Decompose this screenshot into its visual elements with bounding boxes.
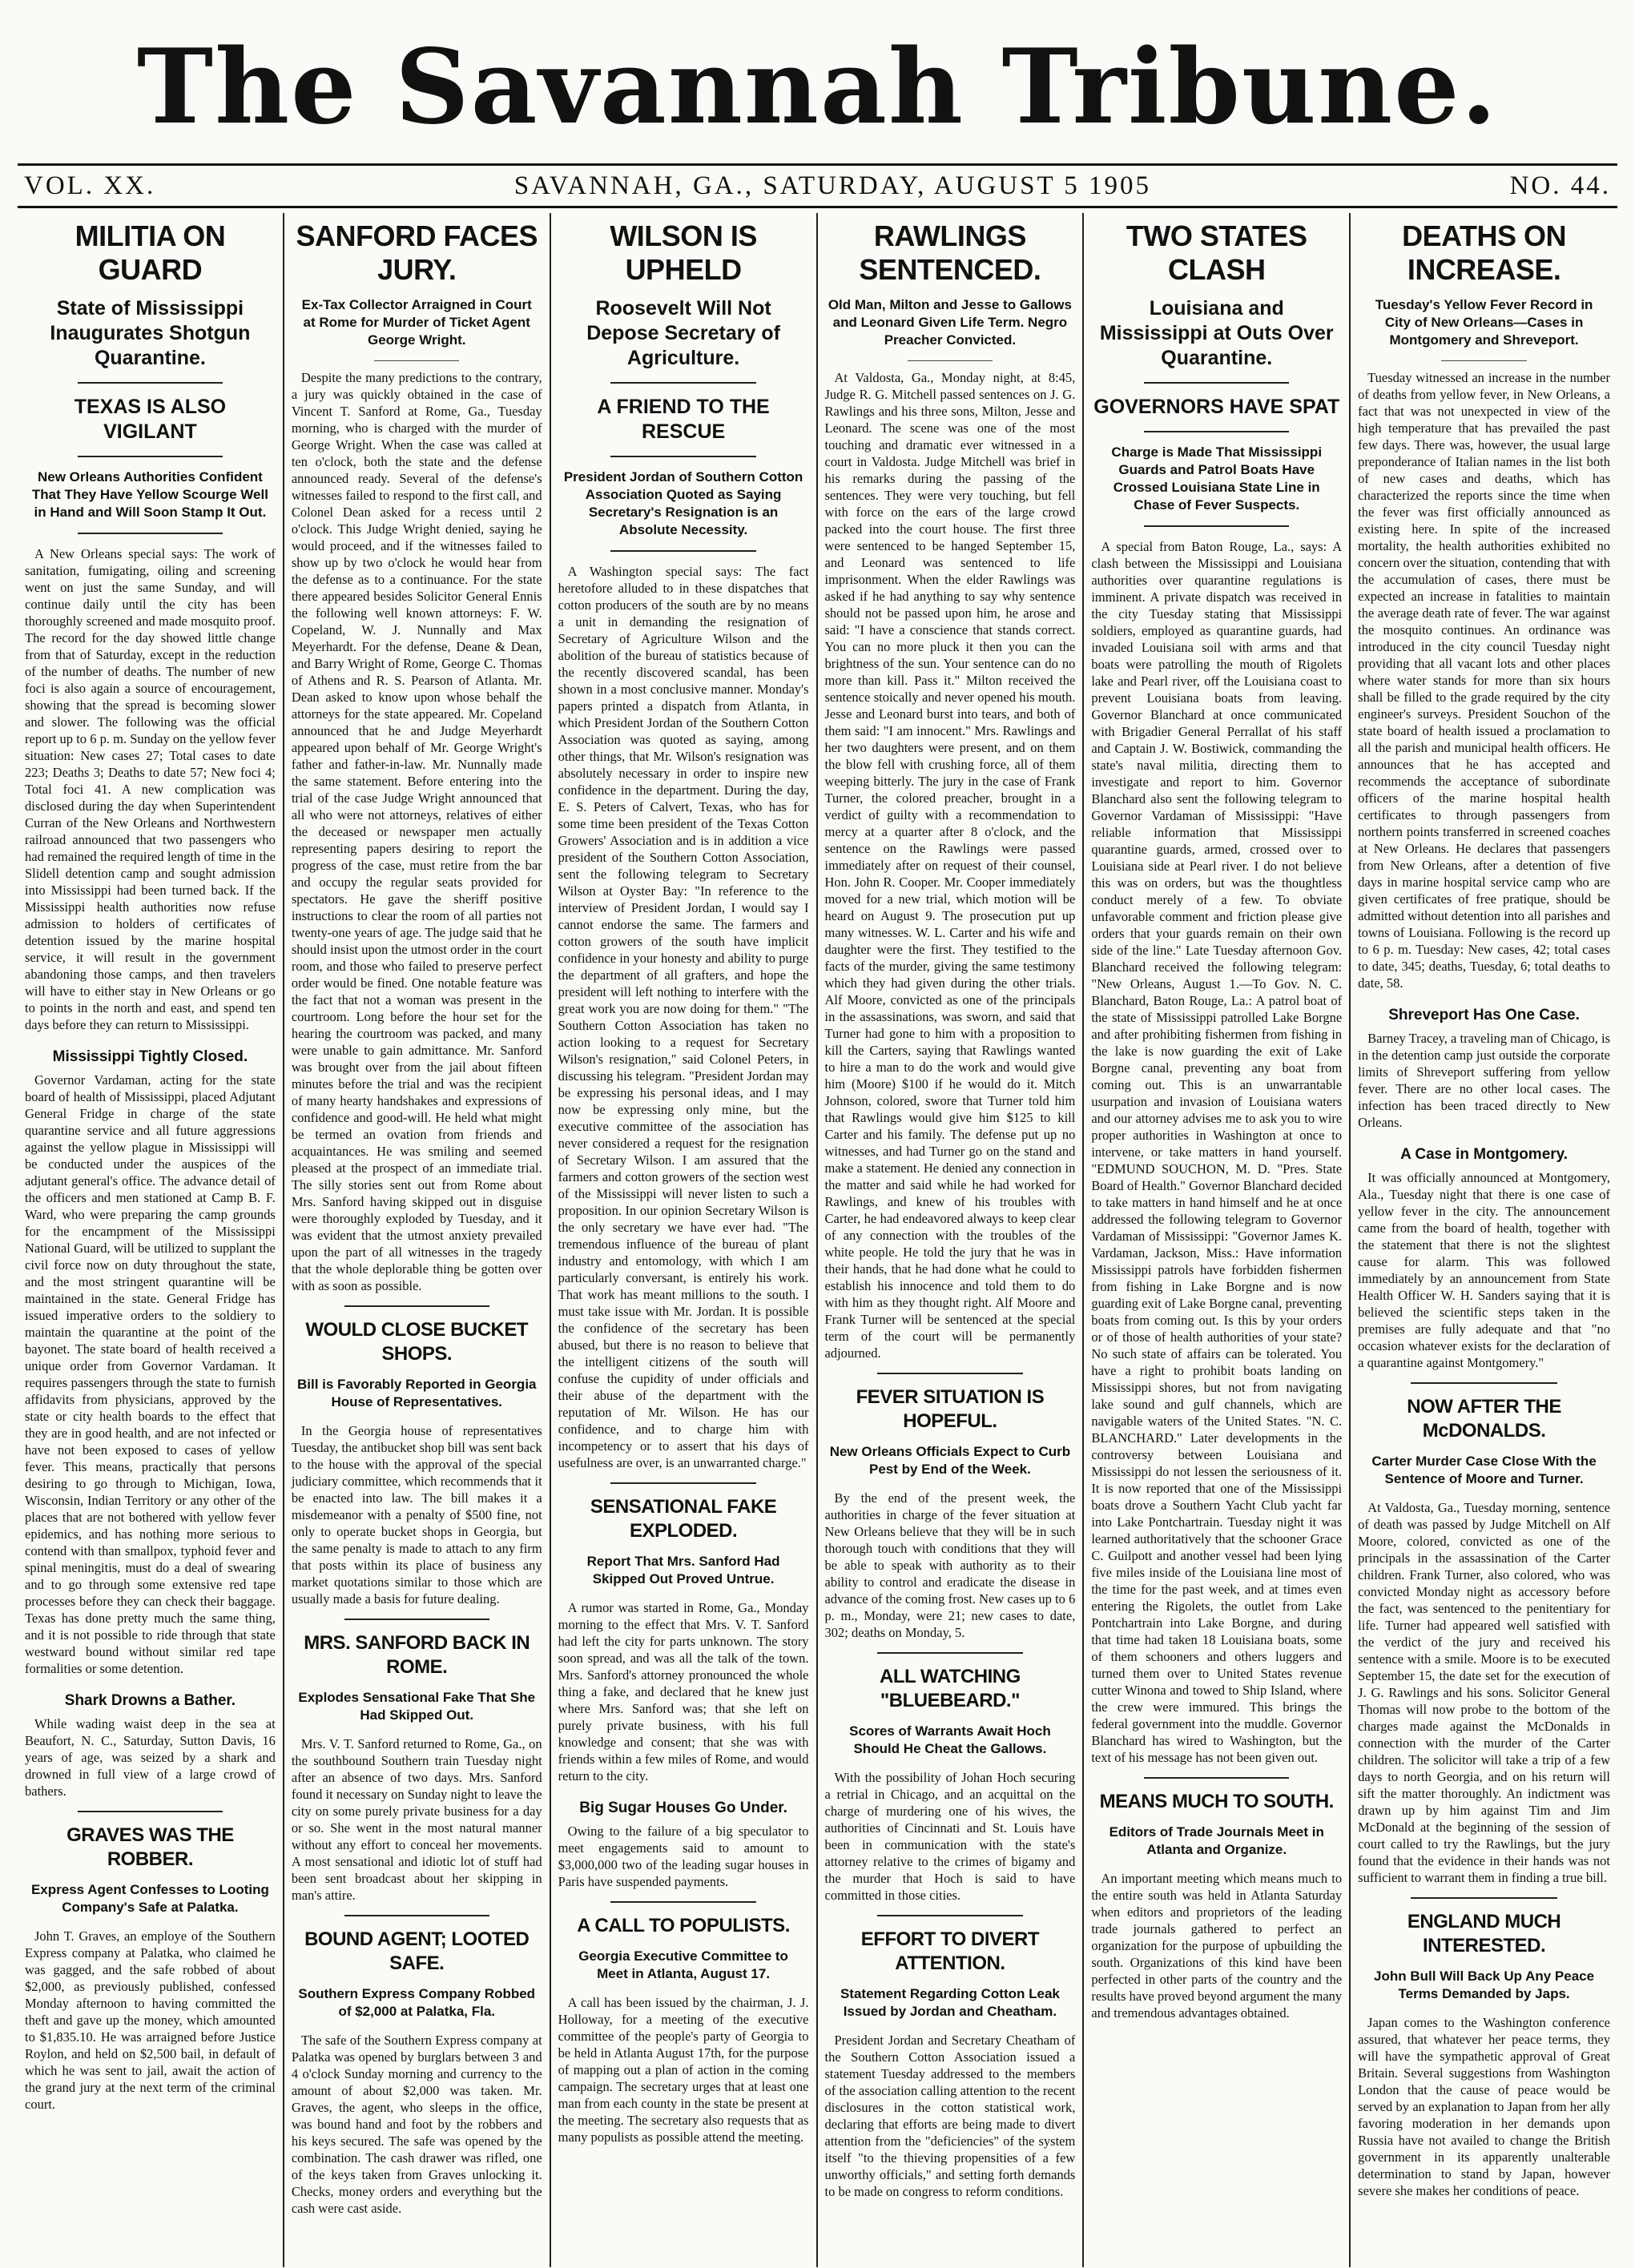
- headline: DEATHS ON INCREASE.: [1402, 219, 1566, 286]
- article-body: A call has been issued by the chairman, J. J. Holloway, for a meeting of the executive committee of the people's party of Georgia to be held in Atlanta August 17th, for the purpose of mapping out a plan of action in the coming campaign. The secretary urges that at least one man from each county in the state be present at the meeting. The secretary also requests that as many populists as possible attend the meeting.: [558, 1995, 809, 2145]
- divider: [610, 382, 755, 384]
- deck: Statement Regarding Cotton Leak Issued by Jordan and Cheatham.: [840, 1986, 1060, 2019]
- divider: [78, 382, 223, 384]
- article-body: While wading waist deep in the sea at Beaufort, N. C., Saturday, Sutton Davis, 16 years of age, was seized by a shark and drowned in full view of a large crowd of bathers.: [25, 1716, 276, 1799]
- divider: [344, 1915, 489, 1916]
- deck: New Orleans Officials Expect to Curb Pest by End of the Week.: [829, 1444, 1071, 1477]
- deck: Ex-Tax Collector Arraigned in Court at Rome for Murder of Ticket Agent George Wright.: [301, 297, 532, 348]
- headline: ALL WATCHING "BLUEBEARD.": [880, 1666, 1021, 1711]
- column-3: [551, 213, 818, 2267]
- article-body: In the Georgia house of representatives Tuesday, the antibucket shop bill was sent back to the house with the approval of the special judiciary committee, which recommends that it be enacted into law. The bill makes it a misdemeanor with a penalty of $500 fine, not only to operate bucket shops in Georgia, but the same penalty is made to attach to any firm that posts within its place of business any market quotations similar to those which are usually made a basis for future dealing.: [291, 1423, 542, 1606]
- article-body: By the end of the present week, the authorities in charge of the fever situation at New Orleans believe that they will be in such thorough touch with conditions that they will be able to speak with authority as to their ability to control and eradicate the disease in advance of the coming frost. New cases up to 6 p. m., Monday, were 21; new cases to date, 302; deaths on Monday, 5.: [824, 1490, 1076, 1640]
- headline: EFFORT TO DIVERT ATTENTION.: [860, 1928, 1040, 1974]
- deck: Explodes Sensational Fake That She Had Skipped Out.: [298, 1690, 536, 1723]
- divider: [1441, 360, 1527, 361]
- article-body: Barney Tracey, a traveling man of Chicago, is in the detention camp just outside the corporate limits of Shreveport suffering from yellow fever. There are no other local cases. The infection has been traced directly to New Orleans.: [1358, 1031, 1610, 1130]
- headline: ENGLAND MUCH INTERESTED.: [1407, 1911, 1561, 1956]
- article-body: Tuesday witnessed an increase in the number of deaths from yellow fever, in New Orleans, a fact that was not unexpected in view of the high temperature that has prevailed the past few days. There was, however, the usual large preponderance of Italian names in the list both of new cases and deaths, which has characterized the reports since the time when the fever was first officially announced as existing here. In spite of the increased mortality, the health authorities exhibited no concern over the situation, contending that with the accumulation of cases, there must be expected an increase in fatalities to maintain the average death rate of fever. The war against the mosquito continues. An ordinance was introduced in the city council Tuesday night providing that all vacant lots and other places where water stands for more than six hours shall be filled to the grade required by the city engineer's surveys. President Souchon of the state board of health issued a proclamation to all the parish and municipal health officers. He announces that he has accepted and recommends the acceptance of subordinate officers of the marine hospital health certificates to through passengers from northern points transferred in screened coaches at New Orleans. He declares that passengers from New Orleans, after a detention of five days in marine hospital service camp who are given certificates of free pratique, should be admitted without detention into all parishes and towns of Louisiana. Following is the record up to 6 p. m. Tuesday: New cases, 42; total cases to date, 345; deaths, Tuesday, 6; total deaths to date, 58.: [1358, 370, 1610, 991]
- subhead: Shreveport Has One Case.: [1388, 1007, 1580, 1023]
- article-body: A New Orleans special says: The work of sanitation, fumigating, oiling and screening went on just the same Sunday, and will continue daily until the city has been thoroughly screened and made mosquito proof. The record for the day showed little change from that of Saturday, except in the reduction of the number of deaths. The number of new foci is also again a source of encouragement, showing that the spread is becoming slower and slower. The following was the official report up to 6 p. m. Sunday on the yellow fever situation: New cases 27; Total cases to date 223; Deaths 3; Deaths to date 57; New foci 4; Total foci 41. A new complication was disclosed during the day when Superintendent Curran of the New Orleans and Northwestern railroad announced that two passengers who had remained the required length of time in the Slidell detention camp and sought admission into Mississippi had been turned back. If the Mississippi health authorities now refuse admission to holders of certificates of detention issued by the marine hospital service, it will result in the government abandoning those camps, and then travelers will have to either stay in New Orleans or go to points in the north and east, and spend ten days before they can return to Mississippi.: [25, 546, 276, 1032]
- divider: [1144, 525, 1289, 527]
- deck: Scores of Warrants Await Hoch Should He Cheat the Gallows.: [849, 1723, 1051, 1756]
- deck: Old Man, Milton and Jesse to Gallows and Leonard Given Life Term. Negro Preacher Convicted.: [828, 297, 1072, 348]
- divider: [78, 456, 223, 457]
- headline: SENSATIONAL FAKE EXPLODED.: [590, 1496, 777, 1542]
- deck: Editors of Trade Journals Meet in Atlanta and Organize.: [1109, 1824, 1324, 1857]
- deck: TEXAS IS ALSO VIGILANT: [74, 396, 227, 443]
- columns: [18, 213, 1617, 2267]
- deck: State of Mississippi Inaugurates Shotgun Quarantine.: [50, 297, 251, 369]
- headline: TWO STATES CLASH: [1126, 219, 1307, 286]
- column-5: [1084, 213, 1351, 2267]
- divider: [877, 1652, 1022, 1654]
- divider: [1411, 1382, 1557, 1384]
- headline: MILITIA ON GUARD: [75, 219, 226, 286]
- article-body: A special from Baton Rouge, La., says: A clash between the Mississippi and Louisiana authorities over quarantine regulations is imminent. A private dispatch was received in the city Tuesday stating that Mississippi soldiers, employed as quarantine guards, had invaded Louisiana soil with arms and that boats were patrolling the mouth of Rigolets lake and Pearl river, off the Louisiana coast to prevent Louisiana boats from leaving. Governor Blanchard at once communicated with Brigadier General Perrallat of his staff and Captain J. W. Bostiwick, commanding the state's naval militia, directing them to investigate and report to him. Governor Blanchard also sent the following telegram to Governor Vardaman of Mississippi: "Have reliable information that Mississippi quarantine guards, armed, crossed over to Louisiana side at Pearl river. I do not believe this was on orders, but was the thoughtless conduct merely of a few. To obviate unfavorable comment and friction please give orders that your guards remain on their own side of the line." Late Tuesday afternoon Gov. Blanchard received the following telegram: "New Orleans, August 1.—To Gov. N. C. Blanchard, Baton Rouge, La.: A patrol boat of the state of Mississippi patrolled Lake Borgne and after prohibiting fishermen from fishing in the lake is now guarding the exit of Lake Borgne canal, preventing any boat from coming out. This is an unwarrantable usurpation and invasion of Louisiana waters and our attorney advises me to ask you to wire proper authorities in Washington at once to intervene, or take matters in hand yourself. "EDMUND SOUCHON, M. D. "Pres. State Board of Health." Governor Blanchard decided to take matters in hand himself and he at once addressed the following telegram to Governor Vardaman of Mississippi: "Governor James K. Vardaman, Jackson, Miss.: Have information Mississippi patrols have forbidden fishermen from fishing in Lake Borgne and is now guarding exit of Lake Borgne canal, preventing boats from coming out. Is this by your orders or of those of health authorities of your state? No such state of affairs can be tolerated. You have a right to prohibit boats landing on Mississippi shores, but not from navigating lake sound and gulf channels, which are navigable waters of the United States. "N. C. BLANCHARD." Later developments in the controversy between Louisiana and Mississippi do not lessen the seriousness of it. It is now reported that one of the Mississippi boats drove a Southern Yacht Club yacht far into Lake Pontchartrain. Tuesday night it was learned authoritatively that the schooner Grace C. Guilpott and another vessel had been lying five miles inside of the Louisiana line most of the time for the past week, and at times even entering the Rigolets, the outlet from Lake Pontchartrain into Lake Borgne, and during that time had taken 18 Louisiana boats, some of them schooners and others luggers and turned them over to United States revenue cutter Winona and towed to Ship Island, where the crew were immured. This brings the federal government into the muddle. Governor Blanchard has wired to Washington, but the text of his message has not been given out.: [1091, 539, 1343, 1765]
- divider: [610, 456, 755, 457]
- divider: [344, 1619, 489, 1620]
- article-body: The safe of the Southern Express company at Palatka was opened by burglars between 3 and 4 o'clock Sunday morning and currency to the amount of about $2,000 was taken. Mr. Graves, the agent, who sleeps in the office, was bound hand and foot by the robbers and his keys secured. The safe was opened by the combination. The cash drawer was rifled, one of the keys taken from Graves unlocking it. Checks, money orders and everything but the cash were cast aside.: [291, 2033, 542, 2216]
- issue-date: SAVANNAH, GA., SATURDAY, AUGUST 5 1905: [513, 171, 1152, 200]
- deck: Tuesday's Yellow Fever Record in City of New Orleans—Cases in Montgomery and Shreveport.: [1375, 297, 1593, 348]
- divider: [1144, 382, 1289, 384]
- article-body: John T. Graves, an employe of the Southern Express company at Palatka, who claimed he was gagged, and the safe robbed of about $2,000, as previously published, confessed Monday afternoon to having committed the theft and gave up the money, which amounted to $1,835.10. He was arraigned before Justice Roylon, and held on $2,500 bail, in default of which he was sent to jail, await the action of the grand jury at the next term of the criminal court.: [25, 1928, 276, 2112]
- divider: [877, 1373, 1022, 1374]
- article-body: Japan comes to the Washington conference assured, that whatever her peace terms, they will have the sympathetic approval of Great Britain. Several suggestions from Washington London that the cause of peace would be served by an explanation to Japan from her ally favoring moderation in her demands upon Russia have not availed to change the British government in its apparently unalterable determination to stand by Japan, however severe she makes her conditions of peace.: [1358, 2015, 1610, 2198]
- article-body: An important meeting which means much to the entire south was held in Atlanta Saturday when editors and proprietors of the leading trade journals gathered to perfect an organization for the purpose of upbuilding the south. Organizations of this kind have been perfected in other parts of the country and the results have proved beyond argument the many and tremendous advantages obtained.: [1091, 1871, 1343, 2021]
- headline: BOUND AGENT; LOOTED SAFE.: [304, 1928, 530, 1974]
- article-body: At Valdosta, Ga., Monday night, at 8:45, Judge R. G. Mitchell passed sentences on J. G. Rawlings and his three sons, Milton, Jesse and Leonard. The scene was one of the most touching and dramatic ever witnessed in a court in Valdosta. Judge Mitchell was brief in his remarks during the passing of the sentences. They were very touching, but fell with force on the ears of the large crowd packed into the court house. The first three were sentenced to be hanged September 15, and Leonard was sentenced to life imprisonment. When the elder Rawlings was asked if he had anything to say why sentence should not be passed upon him, he arose and said: "I have a conscience that stands correct. You can no more pluck it then you can the brightness of the sun. Your sentence can do no more than kill. Pass it." Milton received the sentence stoically and never opened his mouth. Jesse and Leonard burst into tears, and both of them said: "I am innocent." Mrs. Rawlings and her two daughters were present, and on them the blow fell with crushing force, all of them weeping bitterly. The jury in the case of Frank Turner, the colored preacher, brought in a verdict of guilty with a recommendation to mercy at a quarter after 8 o'clock, and the sentence on the Rawlings were passed immediately after on request of their counsel, Hon. John R. Cooper. Mr. Cooper immediately moved for a new trial, which motion will be heard on August 9. The prosecution put up many witnesses. W. L. Carter and his wife and daughter were the first. They testified to the facts of the murder, giving the same testimony which they had given during the other trials. Alf Moore, convicted as one of the principals in the assassinations, was sworn, and said that Turner had gone to him with a proposition to kill the Carters, saying that Rawlings wanted to hire a man to do the work and would give him (Moore) $100 if he would do it. Mitch Johnson, colored, swore that Turner told him that Rawlings would give him $125 to kill Carter and his family. The defense put up no witnesses, and had Turner go on the stand and make a statement. He denied any connection in the matter and said while he had worked for Rawlings, and knew of his troubles with Carter, he had endeavored always to keep clear of any connection with the troubles of the white people. He told the jury that he was in their hands, that he had done what he could to establish his innocence and told them to do with him as they thought right. Alf Moore and Frank Turner will be sentenced at the special term of the court will be permanently adjourned.: [824, 370, 1076, 1361]
- deck: New Orleans Authorities Confident That They Have Yellow Scourge Well in Hand and Will Soon Stamp It Out.: [31, 469, 268, 520]
- subhead: A Case in Montgomery.: [1400, 1146, 1569, 1163]
- divider: [344, 1305, 489, 1307]
- deck: Georgia Executive Committee to Meet in Atlanta, August 17.: [578, 1948, 788, 1981]
- deck: Charge is Made That Mississippi Guards and Patrol Boats Have Crossed Louisiana State Line in Chase of Fever Suspects.: [1111, 444, 1323, 513]
- deck: Express Agent Confesses to Looting Company's Safe at Palatka.: [30, 1882, 269, 1915]
- divider: [78, 1811, 223, 1812]
- headline: RAWLINGS SENTENCED.: [859, 219, 1041, 286]
- deck: A FRIEND TO THE RESCUE: [597, 396, 770, 443]
- headline: MEANS MUCH TO SOUTH.: [1099, 1791, 1334, 1812]
- masthead-title: The Savannah Tribune.: [136, 27, 1499, 147]
- deck: Roosevelt Will Not Depose Secretary of Agriculture.: [586, 297, 780, 369]
- divider: [877, 1915, 1022, 1916]
- headline: WOULD CLOSE BUCKET SHOPS.: [305, 1319, 529, 1365]
- deck: Report That Mrs. Sanford Had Skipped Out Proved Untrue.: [586, 1554, 780, 1586]
- column-2: [284, 213, 551, 2267]
- headline: NOW AFTER THE McDONALDS.: [1407, 1396, 1561, 1442]
- article-body: Mrs. V. T. Sanford returned to Rome, Ga., on the southbound Southern train Tuesday night after an absence of two days. Mrs. Sanford found it necessary on Sunday night to leave the city on some purely private business for a day or so. She went in the most natural manner without any effort to conceal her movements. A most sensational and idiotic lot of stuff had been sent broadcast about her skipping in man's attire.: [291, 1736, 542, 1903]
- divider: [610, 550, 755, 552]
- headline: SANFORD FACES JURY.: [296, 219, 538, 286]
- divider: [1411, 1897, 1557, 1899]
- subhead: Big Sugar Houses Go Under.: [579, 1800, 787, 1816]
- subhead: Shark Drowns a Bather.: [64, 1692, 236, 1709]
- headline: GRAVES WAS THE ROBBER.: [66, 1824, 234, 1870]
- deck: GOVERNORS HAVE SPAT: [1093, 396, 1340, 418]
- column-6: [1351, 213, 1617, 2267]
- headline: FEVER SITUATION IS HOPEFUL.: [856, 1386, 1045, 1432]
- deck: Louisiana and Mississippi at Outs Over Quarantine.: [1099, 297, 1334, 369]
- volume-number: VOL. XX.: [24, 171, 156, 200]
- issue-number: NO. 44.: [1509, 171, 1611, 200]
- column-1: [18, 213, 284, 2267]
- deck: President Jordan of Southern Cotton Association Quoted as Saying Secretary's Resignation is an Absolute Necessity.: [563, 469, 803, 537]
- column-4: [818, 213, 1085, 2267]
- divider: [1144, 1777, 1289, 1779]
- divider: [908, 360, 993, 361]
- deck: Carter Murder Case Close With the Sentence of Moore and Turner.: [1371, 1454, 1597, 1486]
- dateline-bar: [18, 163, 1617, 208]
- divider: [374, 360, 459, 361]
- headline: MRS. SANFORD BACK IN ROME.: [304, 1632, 530, 1678]
- article-body: With the possibility of Johan Hoch securing a retrial in Chicago, and an acquittal on the charge of murdering one of his wives, the authorities of Cincinnati and St. Louis have been in communication with the state's attorney relative to the crimes of bigamy and the murder that Hoch is said to have committed in those cities.: [824, 1770, 1076, 1903]
- divider: [1144, 431, 1289, 432]
- deck: Southern Express Company Robbed of $2,000 at Palatka, Fla.: [298, 1986, 536, 2019]
- article-body: A Washington special says: The fact heretofore alluded to in these dispatches that cotton producers of the south are by no means a unit in demanding the resignation of Secretary of Agriculture Wilson and the abolition of the bureau of statistics because of the recently discovered scandal, has been shown in a most conclusive manner. Monday's papers printed a dispatch from Atlanta, in which President Jordan of the Southern Cotton Association was quoted as saying, among other things, that Mr. Wilson's resignation was absolutely necessary in order to inspire new confidence in the department. During the day, E. S. Peters of Calvert, Texas, who has for some time been president of the Texas Cotton Growers' Association and is in addition a vice president of the Southern Cotton Association, sent the following telegram to Secretary Wilson at Oyster Bay: "In reference to the interview of President Jordan, I would say I cannot endorse the same. The farmers and cotton growers of the south have implicit confidence in your honesty and ability to purge the department of all grafters, and hope the president will left nothing to interfere with the great work you are now doing for them." "The Southern Cotton Association has taken no action looking to a request for Secretary Wilson's resignation," said Colonel Peters, in discussing his telegram. "President Jordan may be expressing his personal ideas, and I may now be expressing only mine, but the executive committee of the association has never considered a request for the resignation of Secretary Wilson. I am assured that the farmers and cotton growers of the section west of the Mississippi will never listen to such a proposition. In our opinion Secretary Wilson is the only secretary we have ever had. "The tremendous influence of the bureau of plant industry and entomology, with which I am particularly conversant, is entirely his work. That work has meant millions to the south. I must take issue with Mr. Jordan. It is possible the confidence of the secretary has been abused, but there is no reason to believe that the intelligent citizens of the south will confuse the cupidity of under officials and their abuse of the department with the reputation of Mr. Wilson. He has our confidence, and to charge him with incompetency or to assert that his days of usefulness are over, is an unwarranted charge.": [558, 564, 809, 1470]
- article-body: It was officially announced at Montgomery, Ala., Tuesday night that there is one case of yellow fever in the city. The announcement came from the board of health, together with the statement that there is not the slightest cause for alarm. This was followed immediately by an announcement from State Health Officer W. H. Sanders saying that it is believed the scientific steps taken in the premises are fully adequate and that "no occasion whatever exists for the declaration of a quarantine against Montgomery.": [1358, 1170, 1610, 1370]
- deck: Bill is Favorably Reported in Georgia House of Representatives.: [296, 1377, 537, 1409]
- divider: [610, 1482, 755, 1484]
- divider: [78, 533, 223, 534]
- divider: [610, 1901, 755, 1903]
- deck: John Bull Will Back Up Any Peace Terms Demanded by Japs.: [1374, 1968, 1595, 2001]
- article-body: Owing to the failure of a big speculator to meet engagements said to amount to $3,000,000 two of the leading sugar houses in Paris have suspended payments.: [558, 1824, 809, 1889]
- article-body: President Jordan and Secretary Cheatham of the Southern Cotton Association issued a statement Tuesday addressed to the members of the association calling attention to the recent disclosures in the cotton statistical work, declaring that efforts are being made to divert attention from the "deficiencies" of the system itself "to the thieving propensities of a few unworthy officials," and setting forth demands to be made on congress to reform conditions.: [824, 2033, 1076, 2199]
- headline: WILSON IS UPHELD: [610, 219, 757, 286]
- article-body: A rumor was started in Rome, Ga., Monday morning to the effect that Mrs. V. T. Sanford had left the city for parts unknown. The story soon spread, and was all the talk of the town. Mrs. Sanford's attorney pronounced the whole thing a fake, and declared that he knew just where Mrs. Sanford was; that she left on purely private business, with his full knowledge and consent; that she was with friends within a few miles of Rome, and would return to the city.: [558, 1600, 809, 1783]
- subhead: Mississippi Tightly Closed.: [52, 1048, 248, 1065]
- article-body: Despite the many predictions to the contrary, a jury was quickly obtained in the case of Vincent T. Sanford at Rome, Ga., Tuesday morning, who is charged with the murder of George Wright. When the case was called at ten o'clock, both the state and the defense announced ready. Several of the defense's witnesses failed to respond to the first call, and Colonel Dean asked for a recess until 2 o'clock. This Judge Wright denied, saying he would proceed, and if the witnesses failed to show up by two o'clock he would hear from the defense as to a continuance. For the state there appeared besides Solicitor General Ennis the following well known attorneys: F. W. Copeland, W. J. Nunnally and Max Meyerhardt. For the defense, Deane & Dean, and Barry Wright of Rome, George C. Thomas of Athens and R. S. Pearson of Atlanta. Mr. Dean asked to know upon whose behalf the attorneys for the state appeared. Mr. Copeland announced that he and Judge Meyerhardt appeared upon behalf of Mr. George Wright's father and father-in-law. Mr. Nunnally made the same statement. Before entering into the trial of the case Judge Wright announced that all who were not attorneys, relatives of either the deceased or newspaper men actually representing papers desiring to report the progress of the case, must retire from the bar and occupy the regular seats provided for spectators. He gave the sheriff positive instructions to clear the room of all parties not twenty-one years of age. The judge said that he should insist upon the utmost order in the court room, and those who failed to preserve perfect order would be fined. One notable feature was the fact that not a woman was present in the courtroom. Long before the hour set for the hearing the courtroom was packed, and many were unable to gain admittance. Mr. Sanford was brought over from the jail about fifteen minutes before the trial and was the recipient of many hearty handshakes and expressions of confidence and good-will. He held what might be termed an ovation from friends and acquaintances. He was smiling and seemed pleased at the prospect of an immediate trial. The silly stories sent out from Rome about Mrs. Sanford having skipped out in disguise were thoroughly exploded by Tuesday, and it was evident that the utmost anxiety prevailed upon the part of all witnesses in the tragedy that the whole deplorable thing be gotten over with as soon as possible.: [291, 370, 542, 1293]
- article-body: At Valdosta, Ga., Tuesday morning, sentence of death was passed by Judge Mitchell on Alf Moore, colored, convicted as one of the principals in the assassination of the Carter children. Frank Turner, also colored, who was convicted Monday night as accessory before the fact, was sentenced to the penitentiary for life. Turner had appeared well satisfied with the verdict of the jury and received his sentence with a smile. Moore is to be executed September 15, the date set for the execution of J. G. Rawlings and his sons. Solicitor General Thomas will now probe to the bottom of the charges made against the McDonalds in connection with the murder of the Carter children. The solicitor will take a trip of a few days to north Georgia, and on his return will sift the matter thoroughly. An indictment was drawn up by him against Tim and Jim McDonald at the beginning of the session of court called to try the Rawlings, but the jury found that the evidence in their hands was not sufficient to warrant them in finding a true bill.: [1358, 1500, 1610, 1885]
- article-body: Governor Vardaman, acting for the state board of health of Mississippi, placed Adjutant General Fridge in charge of the state quarantine service and all future aggressions against the yellow plague in Mississippi will be conducted under the auspices of the adjutant general's office. The advance detail of the officers and men stationed at Camp B. F. Ward, who were preparing the camp grounds for the encampment of the Mississippi National Guard, will be utilized to supplant the civil force now on duty throughout the state, and the most stringent quarantine will be maintained in the state. General Fridge has issued imperative orders to the soldiery to maintain the quarantine at the point of the bayonet. The state board of health received a unique order from Governor Vardaman. It requires passengers through the state to furnish affidavits from physicians, approved by the state or city health boards to the effect that they are in good health, and are not infected or have not been exposed to cases of yellow fever. This means, practically that persons desiring to go through to Michigan, Iowa, Wisconsin, Indian Territory or any other of the places that are not bothered with yellow fever epidemics, and has nothing more serious to contend with than smallpox, typhoid fever and spinal meningitis, must do a deal of swearing and to go through some extensive red tape processes before they can check their baggage. Texas has done pretty much the same thing, and it is not possible to ride through that state westward bound without similar red tape formalities or some detention.: [25, 1072, 276, 1676]
- headline: A CALL TO POPULISTS.: [577, 1915, 790, 1936]
